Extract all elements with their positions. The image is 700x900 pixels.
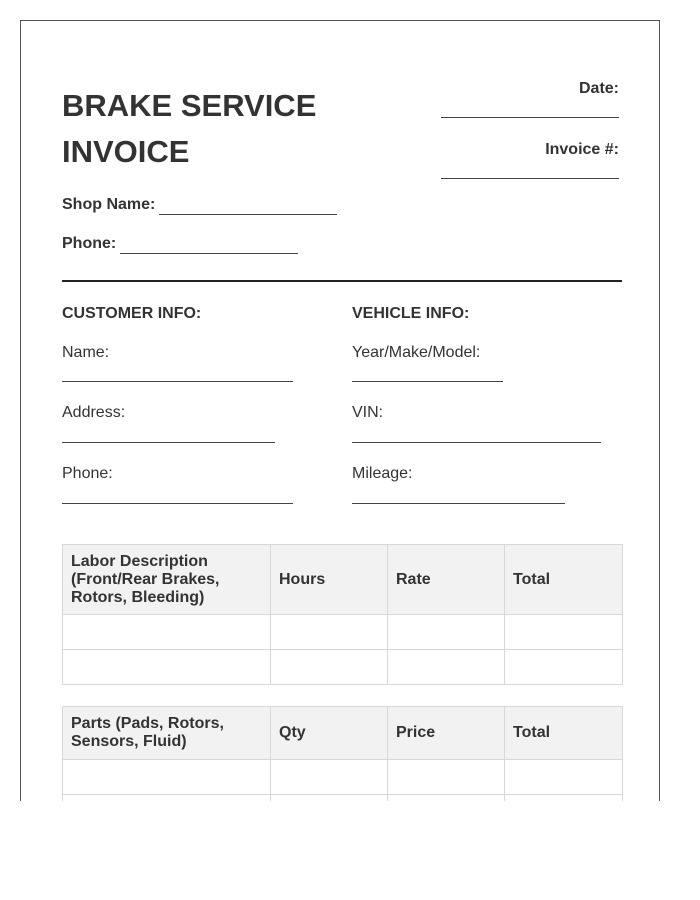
shop-name-row bbox=[62, 196, 337, 215]
customer-info-heading: CUSTOMER INFO: bbox=[62, 305, 202, 322]
vehicle-mileage-label: Mileage: bbox=[352, 465, 413, 482]
shop-phone-label: Phone: bbox=[62, 235, 117, 252]
labor-hours-header: Hours bbox=[271, 545, 388, 615]
table-row bbox=[63, 650, 623, 685]
table-cell[interactable] bbox=[388, 795, 505, 802]
table-cell[interactable] bbox=[388, 760, 505, 795]
table-cell[interactable] bbox=[271, 795, 388, 802]
vehicle-mileage-field[interactable] bbox=[352, 503, 565, 504]
labor-total-header: Total bbox=[505, 545, 623, 615]
vehicle-vin-label: VIN: bbox=[352, 404, 384, 421]
table-cell[interactable] bbox=[63, 760, 271, 795]
customer-name-label: Name: bbox=[62, 344, 110, 361]
parts-header-row bbox=[63, 707, 623, 760]
table-cell[interactable] bbox=[505, 650, 623, 685]
table-cell[interactable] bbox=[388, 615, 505, 650]
table-cell[interactable] bbox=[271, 650, 388, 685]
vehicle-ymm-label: Year/Make/Model: bbox=[352, 344, 481, 361]
table-row bbox=[63, 615, 623, 650]
title-line-1: BRAKE SERVICE bbox=[62, 88, 317, 123]
customer-phone-label: Phone: bbox=[62, 465, 113, 482]
vehicle-ymm-field[interactable] bbox=[352, 381, 503, 382]
invoice-number-label: Invoice #: bbox=[545, 141, 619, 158]
labor-rate-header: Rate bbox=[388, 545, 505, 615]
parts-qty-header: Qty bbox=[271, 707, 388, 760]
customer-address-field[interactable] bbox=[62, 442, 275, 443]
customer-name-field[interactable] bbox=[62, 381, 293, 382]
shop-phone-row bbox=[62, 235, 298, 254]
invoice-title bbox=[62, 83, 362, 175]
labor-header-row bbox=[63, 545, 623, 615]
date-label: Date: bbox=[578, 80, 619, 97]
labor-description-header: Labor Description (Front/Rear Brakes, Rotors, Bleeding) bbox=[63, 545, 271, 615]
parts-total-header: Total bbox=[505, 707, 623, 760]
labor-table bbox=[62, 544, 623, 685]
table-cell[interactable] bbox=[505, 615, 623, 650]
table-cell[interactable] bbox=[63, 795, 271, 802]
shop-name-label: Shop Name: bbox=[62, 196, 156, 213]
parts-table bbox=[62, 706, 623, 801]
invoice-sheet bbox=[20, 20, 660, 801]
table-cell[interactable] bbox=[505, 760, 623, 795]
shop-name-field[interactable] bbox=[159, 196, 337, 215]
vehicle-info-heading: VEHICLE INFO: bbox=[352, 305, 470, 322]
table-cell[interactable] bbox=[505, 795, 623, 802]
parts-price-header: Price bbox=[388, 707, 505, 760]
customer-phone-field[interactable] bbox=[62, 503, 293, 504]
table-row bbox=[63, 760, 623, 795]
table-cell[interactable] bbox=[63, 650, 271, 685]
date-field[interactable] bbox=[441, 117, 619, 118]
shop-phone-field[interactable] bbox=[120, 235, 298, 254]
table-cell[interactable] bbox=[63, 615, 271, 650]
title-line-2: INVOICE bbox=[62, 134, 190, 169]
table-cell[interactable] bbox=[271, 760, 388, 795]
invoice-number-field[interactable] bbox=[441, 178, 619, 179]
customer-address-label: Address: bbox=[62, 404, 126, 421]
header-divider bbox=[62, 280, 622, 282]
table-cell[interactable] bbox=[388, 650, 505, 685]
table-row bbox=[63, 795, 623, 802]
table-cell[interactable] bbox=[271, 615, 388, 650]
parts-description-header: Parts (Pads, Rotors, Sensors, Fluid) bbox=[63, 707, 271, 760]
vehicle-vin-field[interactable] bbox=[352, 442, 601, 443]
